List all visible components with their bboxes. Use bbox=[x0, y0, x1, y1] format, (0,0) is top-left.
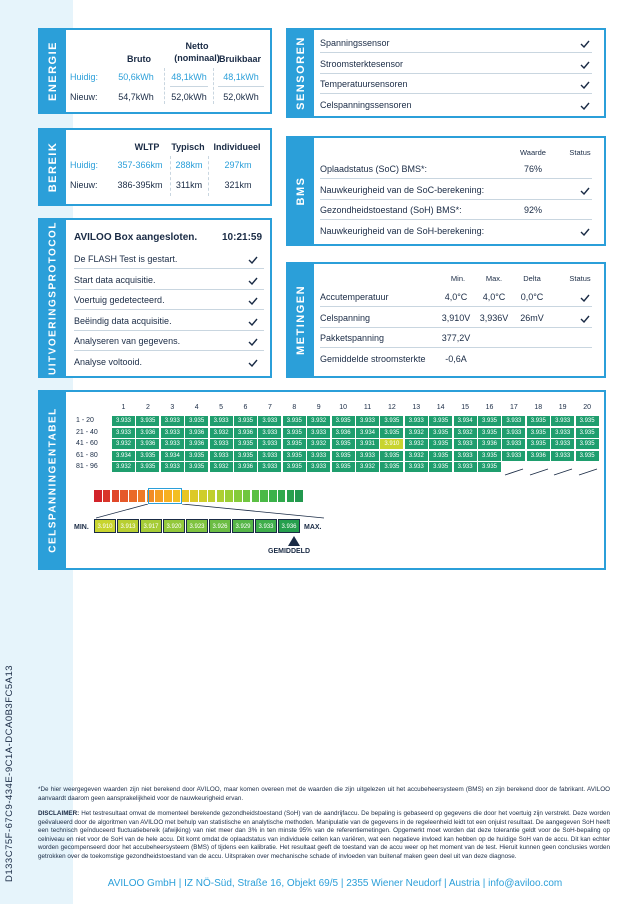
check-icon bbox=[248, 318, 258, 326]
heat-cell: 3.933 bbox=[502, 428, 525, 438]
heat-cell: 3.936 bbox=[234, 428, 257, 438]
bms-row-label: Nauwkeurigheid van de SoC-berekening: bbox=[320, 184, 485, 195]
heat-cell: 3.933 bbox=[405, 416, 428, 426]
heat-cell: 3.936 bbox=[136, 439, 159, 449]
scale-value: 3.929 bbox=[232, 519, 254, 533]
bms-row-label: Nauwkeurigheid van de SoH-berekening: bbox=[320, 225, 485, 236]
heat-cell: 3.935 bbox=[527, 416, 550, 426]
energie-value: 52,0kWh bbox=[223, 92, 259, 102]
heat-cell: 3.933 bbox=[405, 462, 428, 472]
heat-column-header: 19 bbox=[558, 404, 567, 411]
bereik-row-label: Huidig: bbox=[70, 160, 99, 170]
heat-cell: 3.933 bbox=[307, 428, 330, 438]
metingen-row-label: Gemiddelde stroomsterkte bbox=[320, 353, 426, 364]
heat-cell: 3.934 bbox=[356, 428, 379, 438]
divider bbox=[74, 268, 264, 269]
energie-value: 52,0kWh bbox=[171, 92, 207, 102]
check-icon bbox=[580, 315, 590, 323]
scale-segment bbox=[225, 490, 233, 502]
document-id-text: D133C75F-67C9-434E-9C1A-DCA0B3FC5A13 bbox=[4, 664, 15, 882]
heat-cell: 3.933 bbox=[161, 439, 184, 449]
heat-cell: 3.936 bbox=[332, 428, 355, 438]
heat-column-header: 9 bbox=[316, 404, 321, 411]
heat-cell: 3.932 bbox=[454, 428, 477, 438]
sensoren-label bbox=[288, 30, 314, 116]
bereik-value: 357-366km bbox=[117, 160, 163, 170]
heat-cell: 3.933 bbox=[307, 462, 330, 472]
heat-column-header: 15 bbox=[461, 404, 469, 411]
bereik-header-individueel: Individueel bbox=[213, 142, 261, 152]
heat-cell: 3.933 bbox=[356, 451, 379, 461]
check-icon bbox=[580, 294, 590, 302]
heat-cell: 3.935 bbox=[429, 416, 452, 426]
heat-column-header: 5 bbox=[219, 404, 224, 411]
heat-cell: 3.935 bbox=[332, 416, 355, 426]
document-id bbox=[4, 664, 22, 882]
bms-row-label: Gezondheidstoestand (SoH) BMS*: bbox=[320, 205, 462, 215]
metingen-max: 3,936V bbox=[479, 312, 509, 323]
energie-row-label: Huidig: bbox=[70, 72, 99, 82]
heat-cell: 3.935 bbox=[429, 462, 452, 472]
heat-cell: 3.932 bbox=[112, 439, 135, 449]
bereik-row-label: Nieuw: bbox=[70, 180, 98, 190]
heat-cell: 3.933 bbox=[551, 416, 574, 426]
heat-column-header: 16 bbox=[485, 404, 494, 411]
heat-cell: 3.935 bbox=[283, 462, 306, 472]
protocol-item: De FLASH Test is gestart. bbox=[74, 254, 178, 264]
heat-cell: 3.935 bbox=[576, 428, 599, 438]
check-icon bbox=[580, 187, 590, 195]
divider bbox=[74, 330, 264, 331]
heat-cell: 3.933 bbox=[258, 416, 281, 426]
metingen-min: 4,0°C bbox=[444, 292, 468, 302]
check-icon bbox=[580, 61, 590, 69]
heat-column-header: 11 bbox=[363, 404, 372, 411]
disclaimer-label: DISCLAIMER: bbox=[38, 810, 80, 817]
bereik-value: 321km bbox=[224, 180, 252, 190]
disclaimer bbox=[38, 810, 610, 862]
check-icon bbox=[580, 102, 590, 110]
heat-cell: 3.933 bbox=[551, 439, 574, 449]
check-icon bbox=[580, 228, 590, 236]
heat-cell: 3.933 bbox=[502, 416, 525, 426]
celspanning-panel bbox=[38, 390, 606, 570]
scale-segment bbox=[287, 490, 295, 502]
divider bbox=[320, 178, 592, 179]
metingen-min: -0,6A bbox=[445, 353, 467, 364]
bms-value: 92% bbox=[523, 205, 542, 215]
heat-cell: 3.933 bbox=[258, 428, 281, 438]
divider bbox=[320, 73, 592, 74]
heat-cell: 3.933 bbox=[502, 451, 525, 461]
heat-cell: 3.935 bbox=[283, 428, 306, 438]
heat-column-header: 13 bbox=[412, 404, 421, 411]
heat-cell: 3.936 bbox=[234, 462, 257, 472]
divider bbox=[74, 350, 264, 351]
bereik-value: 297km bbox=[224, 160, 252, 170]
heat-cell: 3.935 bbox=[185, 451, 208, 461]
scale-highlight bbox=[148, 488, 182, 504]
heat-cell: 3.935 bbox=[429, 428, 452, 438]
scale-value: 3.926 bbox=[209, 519, 231, 533]
heat-cell: 3.936 bbox=[527, 451, 550, 461]
footer: AVILOO GmbH | IZ NÖ-Süd, Straße 16, Objekt 69/5 | 2355 Wiener Neudorf | Austria | info@aviloo.com bbox=[107, 878, 563, 889]
bereik-value: 311km bbox=[175, 180, 203, 190]
check-icon bbox=[580, 40, 590, 48]
energie-value: 48,1kWh bbox=[223, 72, 259, 82]
heat-row-label: 81 - 96 bbox=[76, 463, 98, 470]
heat-cell: 3.933 bbox=[258, 451, 281, 461]
scale-segment bbox=[243, 490, 251, 502]
metingen-header-max: Max. bbox=[485, 274, 503, 283]
bms-panel bbox=[286, 136, 606, 246]
heat-cell: 3.935 bbox=[283, 416, 306, 426]
heat-cell: 3.932 bbox=[356, 462, 379, 472]
heat-cell: 3.933 bbox=[258, 462, 281, 472]
metingen-header-delta: Delta bbox=[523, 274, 541, 283]
heat-row-label: 41 - 60 bbox=[76, 440, 98, 447]
heat-cell: 3.935 bbox=[234, 451, 257, 461]
scale-segment bbox=[260, 490, 268, 502]
scale-segment bbox=[120, 490, 128, 502]
heat-cell: 3.935 bbox=[332, 439, 355, 449]
heat-column-header: 8 bbox=[292, 404, 297, 411]
divider bbox=[320, 306, 592, 307]
check-icon bbox=[248, 359, 258, 367]
check-icon bbox=[248, 338, 258, 346]
sensoren-label-text: SENSOREN bbox=[295, 36, 307, 110]
heat-cell: 3.932 bbox=[405, 428, 428, 438]
bereik-label bbox=[40, 130, 66, 204]
protocol-label-text: UITVOERINGSPROTOCOL bbox=[47, 221, 59, 375]
check-icon bbox=[248, 297, 258, 305]
heat-cell: 3.935 bbox=[527, 439, 550, 449]
energie-value: 48,1kWh bbox=[171, 72, 207, 82]
scale-segment bbox=[234, 490, 242, 502]
heat-cell: 3.935 bbox=[380, 462, 403, 472]
heat-cell: 3.933 bbox=[112, 428, 135, 438]
heat-column-header: 7 bbox=[267, 404, 272, 411]
heat-column-header: 10 bbox=[339, 404, 347, 411]
protocol-panel bbox=[38, 218, 272, 378]
scale-value: 3.917 bbox=[140, 519, 162, 533]
heat-cell: 3.933 bbox=[210, 439, 233, 449]
metingen-header-status: Status bbox=[569, 274, 591, 283]
protocol-title: AVILOO Box aangesloten. bbox=[74, 232, 198, 243]
scale-value: 3.910 bbox=[94, 519, 116, 533]
heat-cell: 3.935 bbox=[429, 439, 452, 449]
bereik-panel bbox=[38, 128, 272, 206]
heat-cell: 3.933 bbox=[112, 416, 135, 426]
heat-cell: 3.936 bbox=[185, 428, 208, 438]
scale-segment bbox=[295, 490, 303, 502]
scale-value: 3.933 bbox=[255, 519, 277, 533]
scale-segment bbox=[182, 490, 190, 502]
heat-cell: 3.932 bbox=[307, 416, 330, 426]
heat-cell: 3.934 bbox=[454, 416, 477, 426]
heat-cell: 3.933 bbox=[502, 439, 525, 449]
bereik-value: 386-395km bbox=[117, 180, 163, 190]
heat-cell: 3.933 bbox=[161, 462, 184, 472]
scale-segment bbox=[252, 490, 260, 502]
check-icon bbox=[248, 277, 258, 285]
heat-column-header: 2 bbox=[145, 404, 150, 411]
heat-column-header: 12 bbox=[387, 404, 396, 411]
metingen-panel bbox=[286, 262, 606, 378]
sensor-item: Spanningssensor bbox=[320, 38, 390, 48]
heat-cell: 3.935 bbox=[185, 416, 208, 426]
bms-header-status: Status bbox=[569, 148, 591, 157]
heat-cell: 3.935 bbox=[332, 451, 355, 461]
heat-cell: 3.936 bbox=[478, 439, 501, 449]
celspanning-label bbox=[40, 392, 66, 568]
asterisk-note: *De hier weergegeven waarden zijn niet berekend door AVILOO, maar komen overeen met de waarden die zijn uitgelezen uit het accubeheersysteem (BMS) en zijn berekend door de fabrikant. AVILOO aanvaardt daarom geen aansprakelijkheid voor de nauwkeurigheid ervan. bbox=[38, 786, 610, 802]
average-label: GEMIDDELD bbox=[268, 548, 310, 555]
heat-cell: 3.935 bbox=[478, 428, 501, 438]
heat-cell: 3.932 bbox=[210, 462, 233, 472]
heat-cell: 3.933 bbox=[161, 416, 184, 426]
bms-label bbox=[288, 138, 314, 244]
scale-value: 3.936 bbox=[278, 519, 300, 533]
metingen-max: 4,0°C bbox=[482, 292, 506, 302]
heat-cell: 3.933 bbox=[210, 416, 233, 426]
heat-cell: 3.933 bbox=[161, 428, 184, 438]
divider bbox=[74, 289, 264, 290]
energie-row-label: Nieuw: bbox=[70, 92, 98, 102]
check-icon bbox=[248, 256, 258, 264]
heat-cell: 3.935 bbox=[380, 416, 403, 426]
metingen-label bbox=[288, 264, 314, 376]
heat-cell: 3.933 bbox=[258, 439, 281, 449]
heat-cell: 3.935 bbox=[478, 462, 501, 472]
heat-cell: 3.935 bbox=[380, 428, 403, 438]
bereik-value: 288km bbox=[175, 160, 203, 170]
heat-column-header: 6 bbox=[243, 404, 248, 411]
heat-cell: 3.934 bbox=[112, 451, 135, 461]
heat-row-label: 61 - 80 bbox=[76, 451, 98, 459]
heat-cell: 3.933 bbox=[551, 428, 574, 438]
sensor-item: Temperatuursensoren bbox=[320, 79, 408, 89]
scale-value: 3.920 bbox=[163, 519, 185, 533]
heat-cell: 3.932 bbox=[307, 439, 330, 449]
color-scale-bar bbox=[94, 490, 304, 502]
scale-segment bbox=[112, 490, 120, 502]
scale-segment bbox=[103, 490, 111, 502]
heat-row-label: 21 - 40 bbox=[76, 428, 98, 436]
energie-header-bruikbaar: Bruikbaar bbox=[218, 54, 262, 64]
divider bbox=[320, 52, 592, 53]
heat-cell: 3.935 bbox=[283, 451, 306, 461]
heat-cell: 3.935 bbox=[185, 462, 208, 472]
heat-cell: 3.933 bbox=[210, 451, 233, 461]
scale-min-label: MIN. bbox=[74, 524, 89, 531]
scale-segment bbox=[138, 490, 146, 502]
empty-cell-slash-icon bbox=[553, 463, 573, 471]
heat-cell: 3.935 bbox=[527, 428, 550, 438]
metingen-row-label: Celspanning bbox=[320, 312, 371, 323]
energie-value: 50,6kWh bbox=[118, 72, 154, 82]
energie-value: 54,7kWh bbox=[118, 92, 154, 102]
disclaimer-text: Het testresultaat omvat de momenteel berekende gezondheidstoestand (SoH) van de aandrijfaccu. De bepaling is gebaseerd op gegevens die door het voertuig zijn verstrekt. Deze worden geëvalueerd door de algoritmen van AVILOO met behulp van statistische en analytische methoden. Manipulatie van de gegevens in de regeleenheid leidt tot een onjuist resultaat. De aangegeven SoH heeft een technisch geïnduceerd fluctuatiebereik (afwijking) van niet meer dan 3% in ten minste 95% van de referentiemetingen. Opgemerkt moet worden dat deze tolerantie geldt voor de SoH-bepaling op celniveau en niet voor de SoH van de hele accu. Dit komt omdat de oplaadstatus van individuele cellen kan variëren, wat een negatieve invloed kan hebben op de huidige SoH van de accu. Dit kan echter worden gecompenseerd door het accubeheersysteem (BMS) of tijdens een kalibratie. Het resultaat geeft de toestand van de accu weer op het moment van de test. Hieruit kunnen geen conclusies worden getrokken over de toekomstige gezondheidstoestand van de accu. Uitspraken over mechanische schade of invloeden van buitenaf maken geen deel uit van deze diagnose. bbox=[38, 810, 611, 860]
divider bbox=[320, 219, 592, 220]
heat-cell: 3.935 bbox=[283, 439, 306, 449]
metingen-row-label: Accutemperatuur bbox=[320, 292, 389, 302]
heat-column-header: 17 bbox=[509, 404, 518, 411]
heat-cell: 3.936 bbox=[136, 428, 159, 438]
scale-segment bbox=[217, 490, 225, 502]
protocol-item: Beëindig data acquisitie. bbox=[74, 315, 172, 326]
heat-cell: 3.935 bbox=[576, 451, 599, 461]
heat-cell: 3.932 bbox=[112, 462, 135, 472]
divider bbox=[320, 327, 592, 328]
bereik-header-typisch: Typisch bbox=[171, 142, 205, 152]
heat-cell: 3.933 bbox=[454, 451, 477, 461]
energie-header-bruto: Bruto bbox=[127, 54, 151, 64]
heat-cell: 3.935 bbox=[478, 416, 501, 426]
energie-panel bbox=[38, 28, 272, 114]
metingen-row-label: Pakketspanning bbox=[320, 333, 385, 343]
heat-cell: 3.935 bbox=[576, 416, 599, 426]
protocol-item: Start data acquisitie. bbox=[74, 274, 156, 285]
heat-cell: 3.935 bbox=[136, 462, 159, 472]
protocol-item: Voertuig gedetecteerd. bbox=[74, 295, 165, 305]
heat-cell: 3.910 bbox=[380, 439, 403, 449]
heat-cell: 3.931 bbox=[356, 439, 379, 449]
bms-value: 76% bbox=[523, 164, 542, 174]
divider bbox=[320, 93, 592, 94]
scale-segment bbox=[208, 490, 216, 502]
heat-cell: 3.934 bbox=[161, 451, 184, 461]
heat-cell: 3.932 bbox=[405, 439, 428, 449]
heat-cell: 3.936 bbox=[185, 439, 208, 449]
metingen-header-min: Min. bbox=[450, 274, 466, 283]
empty-cell-slash-icon bbox=[529, 463, 549, 471]
heat-column-header: 4 bbox=[194, 404, 199, 411]
metingen-delta: 0,0°C bbox=[520, 292, 544, 302]
metingen-label-text: METINGEN bbox=[295, 284, 307, 356]
protocol-label bbox=[40, 220, 66, 376]
scale-segment bbox=[190, 490, 198, 502]
heat-cell: 3.932 bbox=[405, 451, 428, 461]
heat-cell: 3.935 bbox=[136, 451, 159, 461]
heat-cell: 3.935 bbox=[478, 451, 501, 461]
heat-column-header: 20 bbox=[583, 404, 591, 411]
sensor-item: Celspanningssensoren bbox=[320, 99, 412, 110]
heat-column-header: 18 bbox=[534, 404, 543, 411]
protocol-item: Analyseren van gegevens. bbox=[74, 336, 181, 346]
heat-cell: 3.933 bbox=[454, 462, 477, 472]
energie-label-text: ENERGIE bbox=[47, 40, 59, 102]
scale-segment bbox=[129, 490, 137, 502]
heat-cell: 3.933 bbox=[454, 439, 477, 449]
heat-cell: 3.933 bbox=[551, 451, 574, 461]
heat-cell: 3.932 bbox=[210, 428, 233, 438]
empty-cell-slash-icon bbox=[578, 463, 598, 471]
heat-cell: 3.935 bbox=[234, 416, 257, 426]
check-icon bbox=[580, 81, 590, 89]
scale-value: 3.923 bbox=[186, 519, 208, 533]
bereik-header-wltp: WLTP bbox=[134, 142, 160, 152]
heat-cell: 3.935 bbox=[136, 416, 159, 426]
heat-column-header: 1 bbox=[121, 404, 126, 411]
scale-connector bbox=[96, 504, 336, 520]
bereik-label-text: BEREIK bbox=[47, 141, 59, 193]
heat-cell: 3.935 bbox=[332, 462, 355, 472]
empty-cell-slash-icon bbox=[504, 463, 524, 471]
heat-cell: 3.935 bbox=[429, 451, 452, 461]
heat-cell: 3.935 bbox=[576, 439, 599, 449]
energie-header-netto: Netto (nominaal) bbox=[174, 41, 220, 63]
energie-label bbox=[40, 30, 66, 112]
protocol-time: 10:21:59 bbox=[222, 232, 263, 243]
scale-segment bbox=[94, 490, 102, 502]
average-marker-icon bbox=[288, 536, 300, 546]
scale-segment bbox=[269, 490, 277, 502]
heat-column-header: 14 bbox=[436, 404, 445, 411]
scale-max-label: MAX. bbox=[304, 524, 322, 531]
sensor-item: Stroomsterktesensor bbox=[320, 58, 404, 69]
scale-segment bbox=[199, 490, 207, 502]
heat-cell: 3.935 bbox=[234, 439, 257, 449]
heat-row-label: 1 - 20 bbox=[76, 417, 94, 424]
heat-column-header: 3 bbox=[170, 404, 175, 411]
protocol-item: Analyse voltooid. bbox=[74, 356, 143, 367]
heat-cell: 3.935 bbox=[380, 451, 403, 461]
celspanning-label-text: CELSPANNINGENTABEL bbox=[47, 407, 59, 553]
divider bbox=[320, 347, 592, 348]
bms-label-text: BMS bbox=[295, 176, 307, 206]
sensoren-panel bbox=[286, 28, 606, 118]
metingen-delta: 26mV bbox=[520, 312, 544, 323]
divider bbox=[320, 199, 592, 200]
bms-row-label: Oplaadstatus (SoC) BMS*: bbox=[320, 164, 428, 174]
metingen-min: 377,2V bbox=[441, 333, 471, 343]
metingen-min: 3,910V bbox=[441, 312, 471, 323]
heat-cell: 3.933 bbox=[307, 451, 330, 461]
scale-value: 3.913 bbox=[117, 519, 139, 533]
heat-cell: 3.933 bbox=[356, 416, 379, 426]
bms-header-waarde: Waarde bbox=[520, 148, 546, 157]
divider bbox=[74, 309, 264, 310]
scale-segment bbox=[278, 490, 286, 502]
